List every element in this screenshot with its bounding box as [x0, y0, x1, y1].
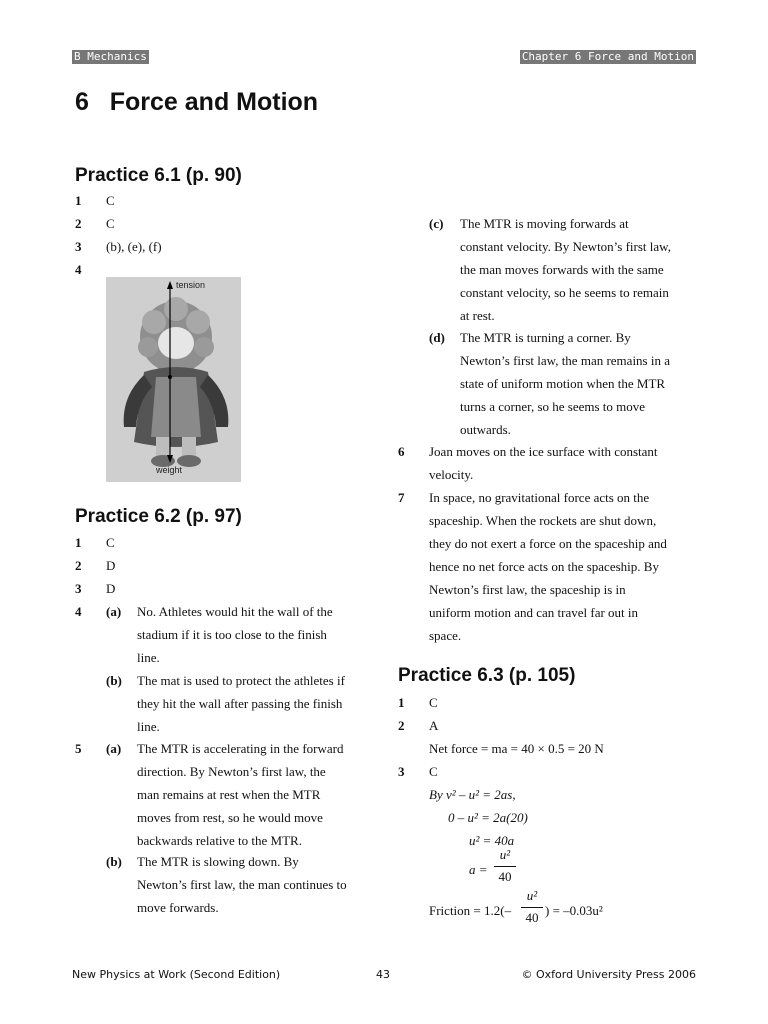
text-line: The MTR is accelerating in the forward	[137, 741, 344, 756]
net-force-equation: Net force = ma = 40 × 0.5 = 20 N	[429, 741, 604, 756]
text-line: In space, no gravitational force acts on the	[429, 490, 650, 505]
answer-6-1-4	[75, 258, 105, 281]
answer-6-1-2	[75, 212, 375, 235]
question-number: 4	[75, 262, 82, 277]
fraction-bar	[494, 866, 516, 867]
answer-text: A	[429, 718, 439, 733]
text-line: turns a corner, so he seems to move	[460, 399, 646, 414]
friction-fraction-numerator: u²	[526, 888, 538, 903]
text-line: line.	[137, 719, 160, 734]
answer-text: C	[429, 695, 438, 710]
header-section-label: B Mechanics	[74, 50, 147, 63]
text-line: Newton’s first law, the man continues to	[137, 877, 347, 892]
part-a-label: (a)	[106, 604, 122, 619]
header-chapter-label: Chapter 6 Force and Motion	[521, 50, 694, 63]
text-line: Newton’s first law, the man remains in a	[460, 353, 670, 368]
part-c-label: (c)	[429, 216, 444, 231]
answer-6-1-3	[75, 235, 375, 258]
question-number: 2	[75, 558, 82, 573]
u-squared-equation: u² = 40a	[469, 833, 515, 848]
text-line: man remains at rest when the MTR	[137, 787, 321, 802]
answer-text	[429, 440, 699, 486]
question-number: 3	[398, 764, 405, 779]
question-number: 1	[75, 193, 82, 208]
part-d-text	[460, 326, 700, 441]
text-line: move forwards.	[137, 900, 219, 915]
text-line: The MTR is moving forwards at	[460, 216, 629, 231]
answer-6-3-1	[398, 691, 698, 714]
question-number: 1	[398, 695, 405, 710]
text-line: constant velocity, so he seems to remain	[460, 285, 669, 300]
question-number: 2	[75, 216, 82, 231]
tension-label: tension	[176, 280, 206, 290]
weight-label: weight	[156, 465, 183, 475]
question-number: 1	[75, 535, 82, 550]
text-line: Joan moves on the ice surface with constant	[429, 444, 658, 459]
fraction-denominator: 40	[498, 869, 512, 884]
text-line: constant velocity. By Newton’s first law,	[460, 239, 671, 254]
footer-copyright: © Oxford University Press 2006	[521, 968, 696, 981]
text-line: stadium if it is too close to the finish	[137, 627, 327, 642]
answer-6-1-6	[398, 440, 698, 486]
answer-6-3-2	[398, 714, 698, 760]
answer-6-2-3	[75, 577, 375, 600]
question-number: 4	[75, 604, 82, 619]
text-line: outwards.	[460, 422, 511, 437]
answer-text: C	[106, 216, 115, 231]
answer-6-2-5	[75, 737, 375, 921]
answer-6-1-1	[75, 189, 375, 212]
question-number: 7	[398, 490, 405, 505]
substitution-equation: 0 – u² = 2a(20)	[448, 810, 528, 825]
answer-6-1-5d	[429, 326, 699, 441]
text-line: hence no net force acts on the spaceship. By	[429, 559, 659, 574]
text-line: No. Athletes would hit the wall of the	[137, 604, 333, 619]
part-a-text	[137, 600, 377, 669]
text-line: The mat is used to protect the athletes if	[137, 673, 345, 688]
friction-rhs: ) = –0.03u²	[545, 903, 603, 918]
answer-text: D	[106, 558, 116, 573]
acceleration-lhs: a =	[469, 862, 488, 877]
doll-force-diagram-photo	[106, 277, 241, 482]
part-b-label: (b)	[106, 854, 122, 869]
chapter-title: 6 Force and Motion	[75, 88, 319, 116]
question-number: 5	[75, 741, 82, 756]
practice-6-1-heading: Practice 6.1 (p. 90)	[75, 165, 242, 186]
text-line: direction. By Newton’s first law, the	[137, 764, 326, 779]
fraction-numerator: u²	[499, 847, 511, 862]
part-a-text	[137, 737, 377, 852]
text-line: at rest.	[460, 308, 495, 323]
answer-6-1-5c	[429, 212, 699, 327]
practice-6-3-heading: Practice 6.3 (p. 105)	[398, 665, 576, 686]
question-number: 3	[75, 239, 82, 254]
part-b-label: (b)	[106, 673, 122, 688]
text-line: moves from rest, so he would move	[137, 810, 323, 825]
text-line: space.	[429, 628, 462, 643]
answer-text: D	[106, 581, 116, 596]
text-line: Newton’s first law, the spaceship is in	[429, 582, 626, 597]
text-line: the man moves forwards with the same	[460, 262, 664, 277]
text-line: backwards relative to the MTR.	[137, 833, 302, 848]
answer-text: (b), (e), (f)	[106, 239, 162, 254]
part-b-text	[137, 669, 377, 738]
text-line: line.	[137, 650, 160, 665]
answer-text: C	[106, 535, 115, 550]
text-line: velocity.	[429, 467, 474, 482]
part-a-label: (a)	[106, 741, 122, 756]
text-line: state of uniform motion when the MTR	[460, 376, 666, 391]
answer-6-3-3	[398, 760, 698, 935]
page-number: 43	[376, 968, 390, 981]
answer-6-2-1	[75, 531, 375, 554]
question-number: 3	[75, 581, 82, 596]
text-line: The MTR is turning a corner. By	[460, 330, 631, 345]
doll-illustration	[106, 277, 241, 482]
part-d-label: (d)	[429, 330, 445, 345]
answer-text: C	[429, 764, 438, 779]
part-c-text	[460, 212, 700, 327]
text-line: uniform motion and can travel far out in	[429, 605, 639, 620]
friction-fraction-bar	[521, 907, 543, 908]
answer-6-1-7	[398, 486, 698, 647]
answer-6-2-4	[75, 600, 375, 738]
footer-book-title: New Physics at Work (Second Edition)	[72, 968, 281, 981]
friction-lhs: Friction = 1.2(–	[429, 903, 512, 918]
question-number: 2	[398, 718, 405, 733]
text-line: spaceship. When the rockets are shut down,	[429, 513, 657, 528]
practice-6-2-heading: Practice 6.2 (p. 97)	[75, 506, 242, 527]
friction-fraction-denominator: 40	[525, 910, 539, 925]
text-line: they do not exert a force on the spaceship and	[429, 536, 667, 551]
text-line: they hit the wall after passing the finish	[137, 696, 343, 711]
answer-6-2-2	[75, 554, 375, 577]
answer-text	[429, 486, 699, 647]
question-number: 6	[398, 444, 405, 459]
kinematics-equation: By v² – u² = 2as,	[429, 787, 516, 802]
part-b-text	[137, 850, 377, 919]
answer-text: C	[106, 193, 115, 208]
text-line: The MTR is slowing down. By	[137, 854, 299, 869]
